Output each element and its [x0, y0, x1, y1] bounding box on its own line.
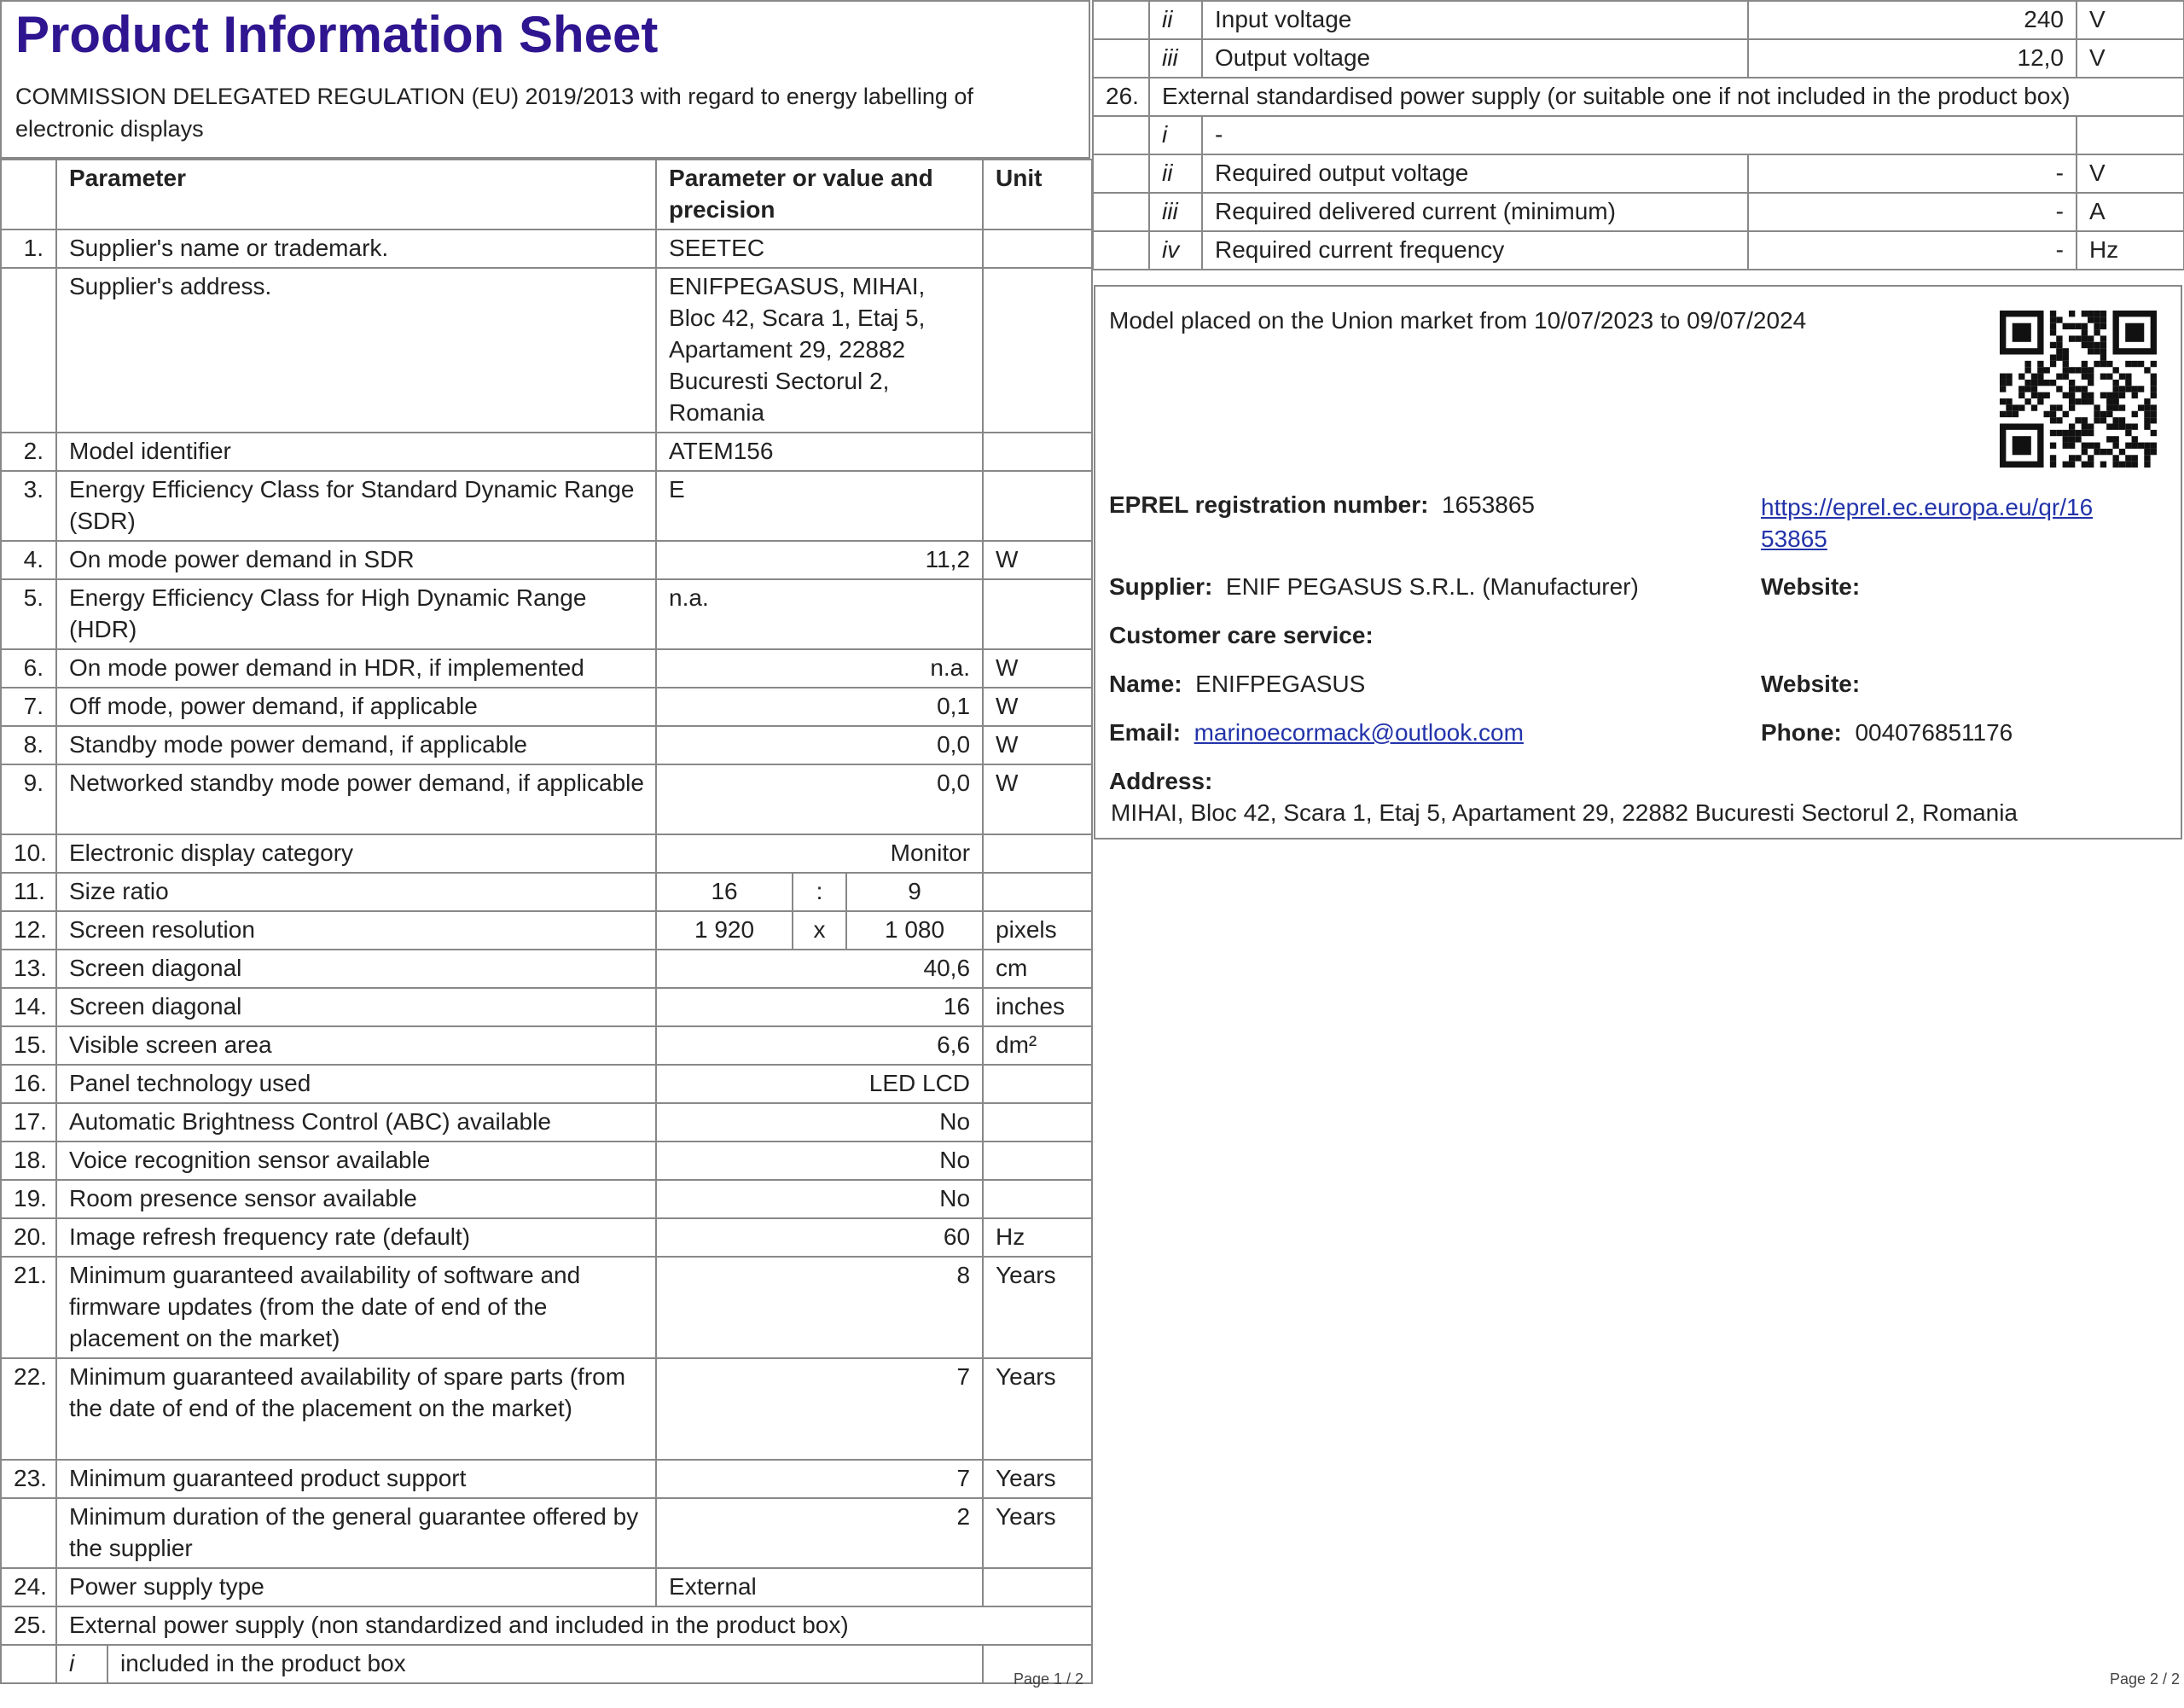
table-row — [1, 764, 1092, 834]
row-value: ATEM156 — [656, 433, 983, 471]
row-unit: W — [983, 726, 1092, 764]
row-number: 11. — [1, 873, 56, 911]
row-unit: V — [2077, 1, 2184, 39]
row-value: No — [656, 1103, 983, 1142]
header-parameter: Parameter — [56, 160, 656, 229]
header-unit: Unit — [983, 160, 1092, 229]
row-parameter: Screen diagonal — [56, 950, 656, 988]
row-parameter: Model identifier — [56, 433, 656, 471]
table-row — [1093, 193, 2184, 231]
row-unit — [983, 1180, 1092, 1218]
row-unit — [983, 471, 1092, 541]
row-number: 13. — [1, 950, 56, 988]
table-row — [1093, 116, 2184, 154]
row-number: 22. — [1, 1358, 56, 1460]
row-parameter: Size ratio — [56, 873, 656, 911]
row-parameter: - — [1202, 116, 2077, 154]
row-value: - — [1748, 193, 2077, 231]
table-row — [1, 268, 1092, 433]
eprel-label: EPREL registration number: — [1109, 491, 1429, 518]
title-box — [0, 0, 1090, 159]
row-unit — [983, 1103, 1092, 1142]
row-unit — [2077, 116, 2184, 154]
row-unit — [983, 268, 1092, 433]
row-value: 60 — [656, 1218, 983, 1257]
table-header-row — [1, 160, 1092, 229]
row-number: 14. — [1, 988, 56, 1026]
row-parameter: Electronic display category — [56, 834, 656, 873]
row-value: SEETEC — [656, 229, 983, 268]
row-value: 8 — [656, 1257, 983, 1358]
supplier-value: ENIF PEGASUS S.R.L. (Manufacturer) — [1225, 573, 1639, 600]
row-subindex: i — [56, 1645, 107, 1683]
row-number: 5. — [1, 579, 56, 649]
table-row — [1, 950, 1092, 988]
name-row — [1109, 671, 1365, 698]
table-row — [1, 229, 1092, 268]
row-parameter: Networked standby mode power demand, if applicable — [56, 764, 656, 834]
row-parameter: Screen resolution — [56, 911, 656, 950]
table-row — [1093, 78, 2184, 116]
row-subindex: iii — [1149, 193, 1202, 231]
supplier-label: Supplier: — [1109, 573, 1213, 600]
row-number — [1, 268, 56, 433]
table-row — [1, 1645, 1092, 1683]
row-number: 8. — [1, 726, 56, 764]
row-parameter: Minimum duration of the general guarantee offered by the supplier — [56, 1498, 656, 1568]
row-value: 0,1 — [656, 688, 983, 726]
table-row — [1, 1180, 1092, 1218]
resolution-width: 1 920 — [656, 911, 793, 950]
row-parameter: Output voltage — [1202, 39, 1748, 78]
parameters-table — [0, 159, 1093, 1684]
row-parameter: External standardised power supply (or suitable one if not included in the product box) — [1149, 78, 2184, 116]
row-value: 0,0 — [656, 764, 983, 834]
row-unit — [983, 433, 1092, 471]
ratio-height: 9 — [846, 873, 983, 911]
row-number: 25. — [1, 1606, 56, 1645]
row-unit: A — [2077, 193, 2184, 231]
eprel-number: 1653865 — [1442, 491, 1536, 518]
row-parameter: included in the product box — [107, 1645, 983, 1683]
row-number: 1. — [1, 229, 56, 268]
table-row — [1, 1103, 1092, 1142]
row-unit — [983, 579, 1092, 649]
resolution-height: 1 080 — [846, 911, 983, 950]
customer-care-label: Customer care service: — [1109, 622, 1374, 648]
row-unit: Years — [983, 1257, 1092, 1358]
row-parameter: Supplier's name or trademark. — [56, 229, 656, 268]
row-value: 6,6 — [656, 1026, 983, 1065]
table-row — [1093, 231, 2184, 270]
resolution-separator: x — [793, 911, 846, 950]
page-number: Page 2 / 2 — [2110, 1670, 2181, 1688]
row-value: 12,0 — [1748, 39, 2077, 78]
row-parameter: Input voltage — [1202, 1, 1748, 39]
row-parameter: Voice recognition sensor available — [56, 1142, 656, 1180]
row-value: External — [656, 1568, 983, 1606]
row-parameter: Standby mode power demand, if applicable — [56, 726, 656, 764]
row-parameter: Minimum guaranteed availability of spare parts (from the date of end of the placement on the market) — [56, 1358, 656, 1460]
eprel-link-line2[interactable]: 53865 — [1761, 526, 1827, 552]
table-row — [1, 1358, 1092, 1460]
table-row — [1, 688, 1092, 726]
row-parameter: Image refresh frequency rate (default) — [56, 1218, 656, 1257]
table-row — [1, 1218, 1092, 1257]
row-unit: inches — [983, 988, 1092, 1026]
row-number: 20. — [1, 1218, 56, 1257]
row-parameter: External power supply (non standardized and included in the product box) — [56, 1606, 1092, 1645]
table-row — [1, 1460, 1092, 1498]
row-number: 15. — [1, 1026, 56, 1065]
row-parameter: Screen diagonal — [56, 988, 656, 1026]
name-label: Name: — [1109, 671, 1182, 697]
email-row — [1109, 719, 1524, 747]
eprel-row — [1109, 491, 1535, 519]
row-subindex: ii — [1149, 154, 1202, 193]
row-parameter: On mode power demand in SDR — [56, 541, 656, 579]
table-row — [1, 1142, 1092, 1180]
row-unit — [983, 1142, 1092, 1180]
row-unit: Hz — [983, 1218, 1092, 1257]
phone-row — [1761, 719, 2013, 747]
row-parameter: Required current frequency — [1202, 231, 1748, 270]
row-unit: Years — [983, 1498, 1092, 1568]
row-number: 24. — [1, 1568, 56, 1606]
row-parameter: On mode power demand in HDR, if implemented — [56, 649, 656, 688]
table-row — [1, 1606, 1092, 1645]
phone-value: 004076851176 — [1855, 719, 2013, 746]
row-number: 18. — [1, 1142, 56, 1180]
qr-code-icon[interactable] — [2000, 311, 2157, 468]
row-value: n.a. — [656, 649, 983, 688]
row-parameter: Required output voltage — [1202, 154, 1748, 193]
row-parameter: Panel technology used — [56, 1065, 656, 1103]
row-number: 17. — [1, 1103, 56, 1142]
row-value: 0,0 — [656, 726, 983, 764]
row-number: 6. — [1, 649, 56, 688]
table-row — [1, 834, 1092, 873]
page-number: Page 1 / 2 — [1014, 1670, 1084, 1688]
row-value: - — [1748, 231, 2077, 270]
name-value: ENIFPEGASUS — [1195, 671, 1366, 697]
table-row — [1093, 154, 2184, 193]
row-parameter: Supplier's address. — [56, 268, 656, 433]
row-parameter: Required delivered current (minimum) — [1202, 193, 1748, 231]
row-value: E — [656, 471, 983, 541]
row-number: 9. — [1, 764, 56, 834]
power-supply-table — [1092, 0, 2184, 270]
row-number: 19. — [1, 1180, 56, 1218]
row-number: 12. — [1, 911, 56, 950]
row-parameter: Energy Efficiency Class for Standard Dynamic Range (SDR) — [56, 471, 656, 541]
table-row — [1, 1498, 1092, 1568]
row-unit: dm² — [983, 1026, 1092, 1065]
row-value: 2 — [656, 1498, 983, 1568]
row-unit: W — [983, 649, 1092, 688]
row-unit — [983, 873, 1092, 911]
table-row — [1, 1026, 1092, 1065]
email-label: Email: — [1109, 719, 1182, 746]
row-parameter: Automatic Brightness Control (ABC) available — [56, 1103, 656, 1142]
row-value: 7 — [656, 1358, 983, 1460]
row-value: 16 — [656, 988, 983, 1026]
row-value: LED LCD — [656, 1065, 983, 1103]
table-row — [1, 541, 1092, 579]
eprel-link-line1[interactable]: https://eprel.ec.europa.eu/qr/16 — [1761, 494, 2094, 520]
row-unit: cm — [983, 950, 1092, 988]
row-unit: W — [983, 541, 1092, 579]
row-unit: V — [2077, 39, 2184, 78]
table-row — [1, 988, 1092, 1026]
row-number: 16. — [1, 1065, 56, 1103]
row-unit: Years — [983, 1358, 1092, 1460]
row-unit: Years — [983, 1460, 1092, 1498]
row-unit: W — [983, 764, 1092, 834]
row-unit: W — [983, 688, 1092, 726]
row-value: No — [656, 1180, 983, 1218]
row-number: 3. — [1, 471, 56, 541]
row-unit: Hz — [2077, 231, 2184, 270]
row-subindex: iii — [1149, 39, 1202, 78]
eprel-link[interactable] — [1761, 491, 2093, 555]
row-unit — [983, 1065, 1092, 1103]
care-website-label: Website: — [1761, 671, 1861, 697]
table-row — [1, 649, 1092, 688]
page-title: Product Information Sheet — [15, 6, 659, 63]
row-value: 11,2 — [656, 541, 983, 579]
row-value: ENIFPEGASUS, MIHAI, Bloc 42, Scara 1, Etaj 5, Apartament 29, 22882 Bucuresti Sectorul 2, Romania — [656, 268, 983, 433]
ratio-width: 16 — [656, 873, 793, 911]
row-number: 2. — [1, 433, 56, 471]
header-value: Parameter or value and precision — [656, 160, 983, 229]
page-2 — [1092, 0, 2184, 1708]
table-row — [1, 433, 1092, 471]
row-subindex: iv — [1149, 231, 1202, 270]
table-row — [1, 1568, 1092, 1606]
row-unit — [983, 1568, 1092, 1606]
address-value: MIHAI, Bloc 42, Scara 1, Etaj 5, Apartament 29, 22882 Bucuresti Sectorul 2, Romania — [1111, 799, 2018, 826]
row-unit: V — [2077, 154, 2184, 193]
row-parameter: Minimum guaranteed availability of software and firmware updates (from the date of end of the placement on the market) — [56, 1257, 656, 1358]
table-row — [1, 579, 1092, 649]
table-row — [1, 471, 1092, 541]
table-row — [1093, 1, 2184, 39]
row-value: No — [656, 1142, 983, 1180]
table-row — [1, 1065, 1092, 1103]
row-parameter: Power supply type — [56, 1568, 656, 1606]
table-row — [1, 726, 1092, 764]
row-value: n.a. — [656, 579, 983, 649]
row-value: - — [1748, 154, 2077, 193]
table-row — [1, 1257, 1092, 1358]
row-value: 240 — [1748, 1, 2077, 39]
row-number: 26. — [1093, 78, 1149, 116]
row-number: 4. — [1, 541, 56, 579]
row-unit — [983, 229, 1092, 268]
row-parameter: Minimum guaranteed product support — [56, 1460, 656, 1498]
supplier-row — [1109, 573, 1639, 601]
supplier-info-box — [1094, 285, 2182, 839]
table-row — [1093, 39, 2184, 78]
table-row — [1, 911, 1092, 950]
supplier-website-label: Website: — [1761, 573, 1861, 600]
row-number: 21. — [1, 1257, 56, 1358]
ratio-separator: : — [793, 873, 846, 911]
row-parameter: Room presence sensor available — [56, 1180, 656, 1218]
row-value: 7 — [656, 1460, 983, 1498]
row-number: 7. — [1, 688, 56, 726]
phone-label: Phone: — [1761, 719, 1842, 746]
row-value: Monitor — [656, 834, 983, 873]
row-subindex: ii — [1149, 1, 1202, 39]
row-value: 40,6 — [656, 950, 983, 988]
market-placement-text: Model placed on the Union market from 10/07/2023 to 09/07/2024 — [1109, 307, 1807, 334]
regulation-subtitle: COMMISSION DELEGATED REGULATION (EU) 2019/2013 with regard to energy labelling of electronic displays — [15, 84, 973, 142]
row-number: 10. — [1, 834, 56, 873]
row-parameter: Visible screen area — [56, 1026, 656, 1065]
row-parameter: Energy Efficiency Class for High Dynamic Range (HDR) — [56, 579, 656, 649]
address-label: Address: — [1109, 768, 1213, 794]
table-row — [1, 873, 1092, 911]
row-parameter: Off mode, power demand, if applicable — [56, 688, 656, 726]
row-number — [1, 1498, 56, 1568]
row-unit: pixels — [983, 911, 1092, 950]
row-unit — [983, 834, 1092, 873]
row-subindex: i — [1149, 116, 1202, 154]
row-number: 23. — [1, 1460, 56, 1498]
email-link[interactable]: marinoecormack@outlook.com — [1194, 719, 1524, 746]
